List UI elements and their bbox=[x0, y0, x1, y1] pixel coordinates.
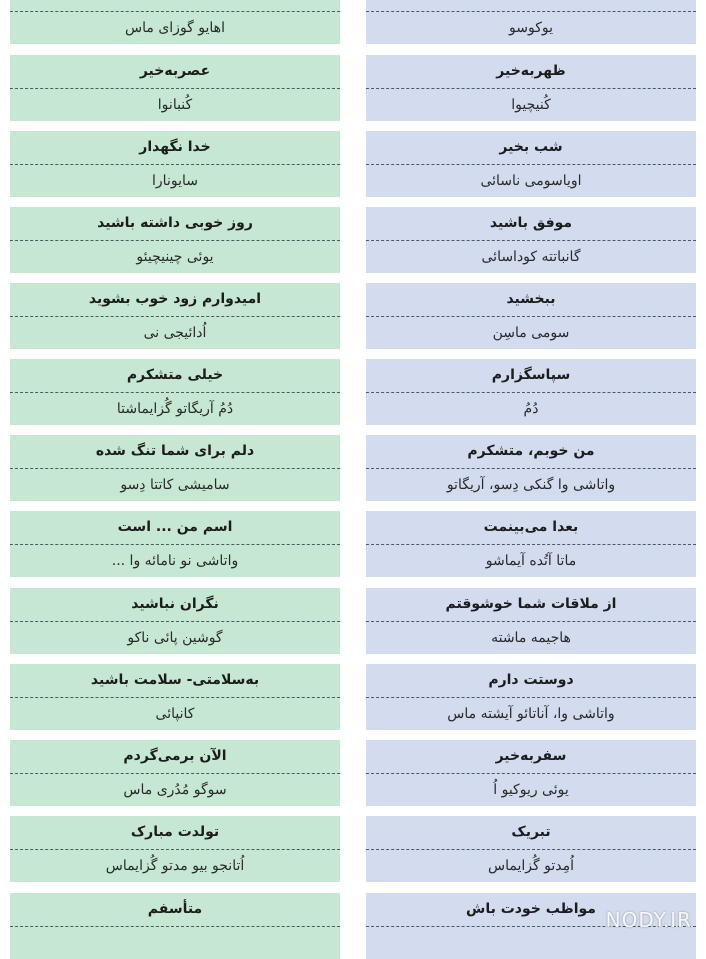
phrase-card bbox=[10, 893, 340, 959]
phrase-japanese-transliteration: کُنبانوا bbox=[157, 97, 193, 113]
phrase-japanese-transliteration: اویاسومی ناسائی bbox=[480, 173, 582, 189]
phrase-japanese-transliteration: ماتا آتُده آیماشو bbox=[485, 553, 577, 569]
phrase-card bbox=[10, 207, 340, 273]
phrase-japanese-transliteration bbox=[10, 927, 340, 959]
phrase-persian: ظهربه‌خیر bbox=[366, 55, 696, 89]
phrase-persian bbox=[10, 0, 340, 12]
phrase-japanese-transliteration: اُدائیجی نی bbox=[143, 325, 207, 341]
phrase-japanese-transliteration: واتاشی نو نامائه وا ... bbox=[111, 553, 239, 569]
phrase-japanese-transliteration: یوئی ریوکیو اُ bbox=[493, 782, 569, 798]
phrase-persian: دوستت دارم bbox=[366, 664, 696, 698]
phrase-persian: سپاسگزارم bbox=[366, 359, 696, 393]
phrase-card bbox=[10, 131, 340, 197]
phrase-persian: خدا نگهدار bbox=[10, 131, 340, 165]
phrase-persian: اسم من ... است bbox=[10, 511, 340, 545]
phrase-card bbox=[366, 435, 696, 501]
phrase-card bbox=[10, 511, 340, 577]
phrase-persian: موفق باشید bbox=[366, 207, 696, 241]
phrase-japanese-transliteration: دُمُ bbox=[523, 401, 539, 417]
phrase-persian: سفربه‌خیر bbox=[366, 740, 696, 774]
phrase-card bbox=[366, 359, 696, 425]
phrase-card bbox=[366, 0, 696, 44]
phrase-japanese-transliteration: کانپائی bbox=[155, 706, 195, 722]
phrase-card bbox=[10, 664, 340, 730]
phrase-card bbox=[366, 55, 696, 121]
phrase-japanese-transliteration: سامیشی کاتتا دِسو bbox=[120, 477, 230, 493]
phrase-card bbox=[366, 588, 696, 654]
watermark-logo: NODY.IR bbox=[605, 908, 692, 932]
phrase-japanese-transliteration: اُتانجو بیو مدتو گُزایماس bbox=[105, 858, 245, 874]
phrase-persian: بعدا می‌بینمت bbox=[366, 511, 696, 545]
phrase-japanese-transliteration: گوشین پائی ناکو bbox=[127, 630, 223, 646]
phrase-card bbox=[10, 359, 340, 425]
phrase-card bbox=[366, 283, 696, 349]
phrase-persian: تبریک bbox=[366, 816, 696, 850]
phrase-card bbox=[366, 740, 696, 806]
phrase-card bbox=[366, 816, 696, 882]
phrase-persian: خیلی متشکرم bbox=[10, 359, 340, 393]
phrase-persian: به‌سلامتی- سلامت باشید bbox=[10, 664, 340, 698]
phrase-japanese-transliteration: یوئی چینیچیئو bbox=[136, 249, 214, 265]
phrase-card bbox=[10, 0, 340, 44]
phrase-japanese-transliteration: سوگو مُدُری ماس bbox=[123, 782, 227, 798]
phrase-persian: الآن برمی‌گردم bbox=[10, 740, 340, 774]
phrase-japanese-transliteration: سومی ماسِن bbox=[492, 325, 570, 341]
phrase-persian: روز خوبی داشته باشید bbox=[10, 207, 340, 241]
phrase-japanese-transliteration: کُنیچیوا bbox=[511, 97, 551, 113]
phrase-card bbox=[366, 207, 696, 273]
phrase-persian: ببخشید bbox=[366, 283, 696, 317]
phrase-card bbox=[10, 816, 340, 882]
phrase-japanese-transliteration: دُمُ آریگاتو گُزایماشتا bbox=[116, 401, 234, 417]
phrase-japanese-transliteration: واتاشی وا، آناتائو آیشته ماس bbox=[447, 706, 615, 722]
phrase-card bbox=[366, 131, 696, 197]
phrase-japanese-transliteration: گانباتته کوداسائی bbox=[481, 249, 581, 265]
phrase-card bbox=[366, 511, 696, 577]
phrase-japanese-transliteration: یوکوسو bbox=[509, 20, 553, 36]
phrase-persian: من خوبم، متشکرم bbox=[366, 435, 696, 469]
phrase-persian: نگران نباشید bbox=[10, 588, 340, 622]
phrase-persian: از ملاقات شما خوشوقتم bbox=[366, 588, 696, 622]
phrase-japanese-transliteration: هاجیمه ماشته bbox=[491, 630, 571, 646]
phrase-persian bbox=[366, 0, 696, 12]
phrase-japanese-transliteration: واتاشی وا گنکی دِسو، آریگاتو bbox=[446, 477, 616, 493]
phrase-card bbox=[10, 55, 340, 121]
phrase-card bbox=[366, 664, 696, 730]
phrase-persian: مواظب خودت باش bbox=[366, 893, 696, 927]
phrase-persian: شب بخیر bbox=[366, 131, 696, 165]
phrase-card bbox=[10, 588, 340, 654]
phrase-card bbox=[10, 435, 340, 501]
phrase-japanese-transliteration: سایونارا bbox=[152, 173, 198, 189]
phrase-persian: دلم برای شما تنگ شده bbox=[10, 435, 340, 469]
phrase-japanese-transliteration: اهایو گوزای ماس bbox=[125, 20, 225, 36]
phrase-persian: تولدت مبارک bbox=[10, 816, 340, 850]
phrase-card bbox=[10, 283, 340, 349]
phrase-japanese-transliteration: اُمِدتو گُزایماس bbox=[488, 858, 574, 874]
phrase-card bbox=[10, 740, 340, 806]
phrase-persian: امیدوارم زود خوب بشوید bbox=[10, 283, 340, 317]
phrase-persian: عصربه‌خیر bbox=[10, 55, 340, 89]
phrase-persian: متأسفم bbox=[10, 893, 340, 927]
